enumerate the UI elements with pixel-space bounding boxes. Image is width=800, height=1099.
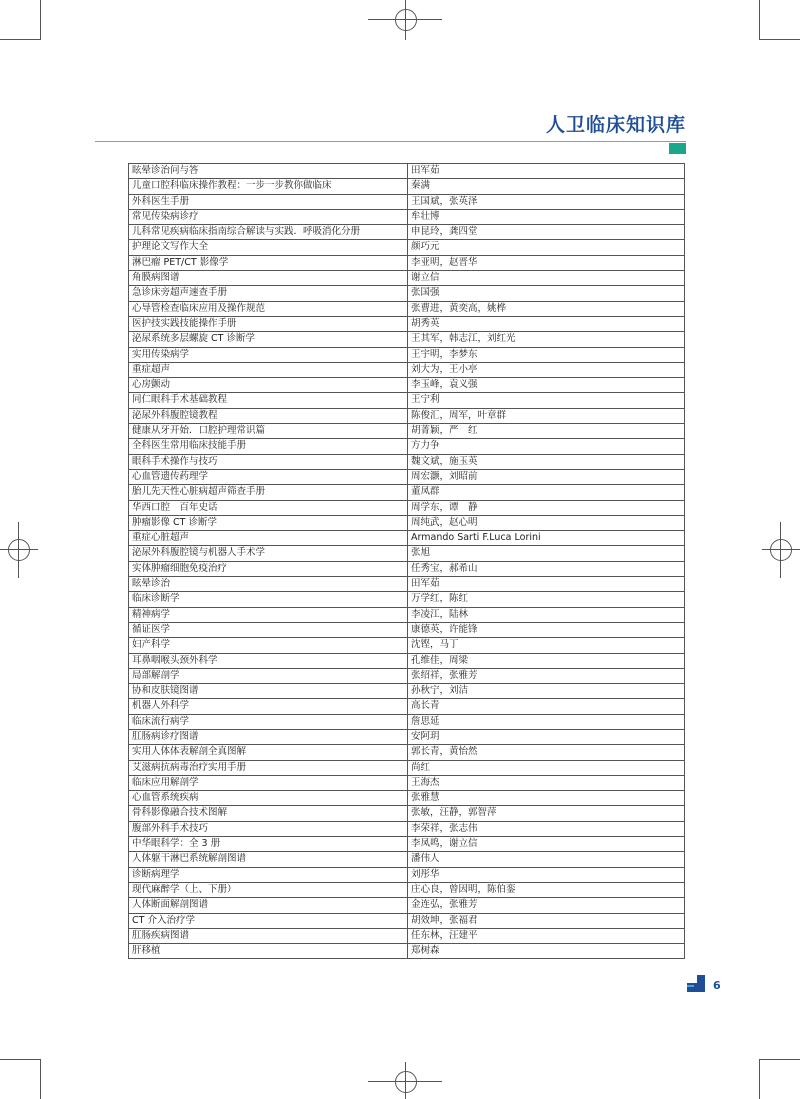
table-row [129, 179, 685, 194]
header-accent-block [669, 143, 686, 154]
book-author-cell: 申昆玲，龚四堂 [408, 225, 685, 240]
right-registration-mark [770, 539, 792, 561]
book-title-cell: 循证医学 [129, 622, 408, 637]
table-row [129, 515, 685, 530]
table-row [129, 561, 685, 576]
table-row [129, 546, 685, 561]
table-row [129, 745, 685, 760]
book-author-cell: 田军茹 [408, 577, 685, 592]
left-registration-mark [8, 539, 30, 561]
table-row [129, 607, 685, 622]
book-title-cell: 眩晕诊治 [129, 577, 408, 592]
book-author-cell: 张绍祥，张雅芳 [408, 668, 685, 683]
book-author-cell: 陈俊汇，周军，叶章群 [408, 408, 685, 423]
book-title-cell: 临床诊断学 [129, 592, 408, 607]
book-author-cell: 康德英，许能锋 [408, 622, 685, 637]
table-row [129, 454, 685, 469]
book-title-cell: 妇产科学 [129, 638, 408, 653]
book-author-cell: 郑树森 [408, 944, 685, 959]
book-title-cell: 心导管检查临床应用及操作规范 [129, 301, 408, 316]
book-title-cell: 医护技实践技能操作手册 [129, 316, 408, 331]
book-author-cell: 张雅慧 [408, 791, 685, 806]
book-author-cell: Armando Sarti F.Luca Lorini [408, 531, 685, 546]
book-title-cell: 肝移植 [129, 944, 408, 959]
book-author-cell: 董凤群 [408, 485, 685, 500]
table-row [129, 286, 685, 301]
book-title-cell: 常见传染病诊疗 [129, 209, 408, 224]
book-title-cell: 淋巴瘤 PET/CT 影像学 [129, 255, 408, 270]
book-author-cell: 王其军，韩志江，刘红光 [408, 332, 685, 347]
book-author-cell: 高长青 [408, 699, 685, 714]
table-row [129, 577, 685, 592]
book-author-cell: 胡秀英 [408, 316, 685, 331]
book-title-cell: 腹部外科手术技巧 [129, 821, 408, 836]
table-row [129, 362, 685, 377]
table-row [129, 913, 685, 928]
book-author-cell: 尚红 [408, 760, 685, 775]
book-title-cell: 中华眼科学：全 3 册 [129, 837, 408, 852]
bottom-registration-mark [395, 1071, 417, 1093]
book-author-cell: 金连弘，张雅芳 [408, 898, 685, 913]
book-author-cell: 潘伟人 [408, 852, 685, 867]
book-title-cell: 儿科常见疾病临床指南综合解读与实践．呼吸消化分册 [129, 225, 408, 240]
book-title-cell: 临床应用解剖学 [129, 775, 408, 790]
book-title-cell: 健康从牙开始．口腔护理常识篇 [129, 424, 408, 439]
book-title-cell: 骨科影像融合技术图解 [129, 806, 408, 821]
table-row [129, 821, 685, 836]
table-row [129, 209, 685, 224]
book-author-cell: 沈铿，马丁 [408, 638, 685, 653]
book-author-cell: 周学东，谭 静 [408, 500, 685, 515]
book-author-cell: 万学红，陈红 [408, 592, 685, 607]
book-author-cell: 张旭 [408, 546, 685, 561]
book-title-cell: 同仁眼科手术基础教程 [129, 393, 408, 408]
book-title-cell: 护理论文写作大全 [129, 240, 408, 255]
book-author-cell: 安阿玥 [408, 729, 685, 744]
table-row [129, 653, 685, 668]
table-row [129, 760, 685, 775]
book-title-cell: 华西口腔 百年史话 [129, 500, 408, 515]
table-row [129, 332, 685, 347]
table-row [129, 301, 685, 316]
book-title-cell: 精神病学 [129, 607, 408, 622]
book-title-cell: 眩晕诊治问与答 [129, 164, 408, 179]
table-row [129, 393, 685, 408]
book-title-cell: 心血管遗传药理学 [129, 469, 408, 484]
book-title-cell: 诊断病理学 [129, 867, 408, 882]
book-author-cell: 方力争 [408, 439, 685, 454]
table-row [129, 729, 685, 744]
page-number: 6 [713, 979, 721, 992]
book-title-cell: 心血管系统疾病 [129, 791, 408, 806]
book-title-cell: 肛肠病诊疗图谱 [129, 729, 408, 744]
book-title-cell: 人体躯干淋巴系统解剖图谱 [129, 852, 408, 867]
book-title-cell: 急诊床旁超声速查手册 [129, 286, 408, 301]
table-row [129, 714, 685, 729]
book-title-cell: 实用人体体表解剖全真图解 [129, 745, 408, 760]
book-title-cell: 肿瘤影像 CT 诊断学 [129, 515, 408, 530]
book-title-cell: 耳鼻咽喉头颈外科学 [129, 653, 408, 668]
book-author-cell: 张敏，汪静，郭智萍 [408, 806, 685, 821]
book-author-cell: 郭长青，黄怡然 [408, 745, 685, 760]
top-registration-mark [395, 9, 417, 31]
book-author-cell: 周纯武，赵心明 [408, 515, 685, 530]
table-row [129, 806, 685, 821]
book-title-cell: 重症心脏超声 [129, 531, 408, 546]
book-title-cell: 心房颤动 [129, 378, 408, 393]
book-author-cell: 颜巧元 [408, 240, 685, 255]
book-author-cell: 王宁利 [408, 393, 685, 408]
book-author-cell: 詹思延 [408, 714, 685, 729]
table-row [129, 255, 685, 270]
table-row [129, 699, 685, 714]
footer-logo-icon [687, 974, 705, 992]
table-row [129, 408, 685, 423]
book-title-cell: 肛肠疾病图谱 [129, 928, 408, 943]
table-row [129, 944, 685, 959]
book-author-cell: 王国斌，张英泽 [408, 194, 685, 209]
table-row [129, 424, 685, 439]
book-title-cell: 外科医生手册 [129, 194, 408, 209]
book-author-cell: 田军茹 [408, 164, 685, 179]
book-title-cell: 艾滋病抗病毒治疗实用手册 [129, 760, 408, 775]
book-title-cell: 重症超声 [129, 362, 408, 377]
book-author-cell: 张曹进，黄奕高，姚桦 [408, 301, 685, 316]
table-row [129, 668, 685, 683]
book-title-cell: 全科医生常用临床技能手册 [129, 439, 408, 454]
book-title-cell: 儿童口腔科临床操作教程：一步一步教你做临床 [129, 179, 408, 194]
table-row [129, 791, 685, 806]
table-row [129, 469, 685, 484]
book-author-cell: 李荣祥，张志伟 [408, 821, 685, 836]
book-title-cell: 泌尿外科腹腔镜教程 [129, 408, 408, 423]
book-author-cell: 孙秋宁，刘洁 [408, 684, 685, 699]
book-author-cell: 胡菁颖，严 红 [408, 424, 685, 439]
book-author-cell: 刘彤华 [408, 867, 685, 882]
table-row [129, 225, 685, 240]
book-author-cell: 李玉峰，袁义强 [408, 378, 685, 393]
table-row [129, 775, 685, 790]
table-row [129, 347, 685, 362]
table-row [129, 867, 685, 882]
book-title-cell: 人体断面解剖图谱 [129, 898, 408, 913]
table-row [129, 240, 685, 255]
book-author-cell: 周宏灏，刘昭前 [408, 469, 685, 484]
book-title-cell: 局部解剖学 [129, 668, 408, 683]
table-row [129, 898, 685, 913]
table-row [129, 439, 685, 454]
table-row [129, 622, 685, 637]
table-row [129, 852, 685, 867]
book-title-cell: 机器人外科学 [129, 699, 408, 714]
table-row [129, 378, 685, 393]
table-row [129, 485, 685, 500]
book-author-cell: 李凤鸣，谢立信 [408, 837, 685, 852]
book-author-cell: 牟壮博 [408, 209, 685, 224]
book-author-cell: 李凌江，陆林 [408, 607, 685, 622]
book-title-cell: 现代麻醉学（上、下册） [129, 882, 408, 897]
book-author-cell: 孔维佳，周梁 [408, 653, 685, 668]
book-title-cell: 实体肿瘤细胞免疫治疗 [129, 561, 408, 576]
book-author-cell: 任秀宝，郝希山 [408, 561, 685, 576]
table-row [129, 882, 685, 897]
book-author-cell: 秦满 [408, 179, 685, 194]
book-author-cell: 李亚明，赵晋华 [408, 255, 685, 270]
book-title-cell: 临床流行病学 [129, 714, 408, 729]
table-row [129, 271, 685, 286]
book-author-cell: 庄心良，曾因明，陈伯銮 [408, 882, 685, 897]
book-author-cell: 任东林，汪建平 [408, 928, 685, 943]
book-title-cell: 泌尿外科腹腔镜与机器人手术学 [129, 546, 408, 561]
header-title: 人卫临床知识库 [545, 114, 686, 136]
book-table [128, 163, 685, 959]
table-row [129, 684, 685, 699]
book-author-cell: 谢立信 [408, 271, 685, 286]
table-row [129, 500, 685, 515]
book-author-cell: 王海杰 [408, 775, 685, 790]
table-row [129, 316, 685, 331]
table-row [129, 531, 685, 546]
table-row [129, 638, 685, 653]
book-title-cell: 协和皮肤镜图谱 [129, 684, 408, 699]
table-row [129, 164, 685, 179]
book-author-cell: 王宇明，李梦东 [408, 347, 685, 362]
book-author-cell: 刘大为，王小亭 [408, 362, 685, 377]
book-title-cell: 眼科手术操作与技巧 [129, 454, 408, 469]
book-title-cell: 泌尿系统多层螺旋 CT 诊断学 [129, 332, 408, 347]
table-row [129, 928, 685, 943]
book-author-cell: 魏文斌，施玉英 [408, 454, 685, 469]
book-title-cell: 实用传染病学 [129, 347, 408, 362]
book-title-cell: CT 介入治疗学 [129, 913, 408, 928]
book-author-cell: 胡效坤，张福君 [408, 913, 685, 928]
book-author-cell: 张国强 [408, 286, 685, 301]
book-title-cell: 胎儿先天性心脏病超声筛查手册 [129, 485, 408, 500]
book-title-cell: 角膜病图谱 [129, 271, 408, 286]
table-row [129, 837, 685, 852]
table-row [129, 592, 685, 607]
table-row [129, 194, 685, 209]
header-rule [95, 141, 686, 142]
